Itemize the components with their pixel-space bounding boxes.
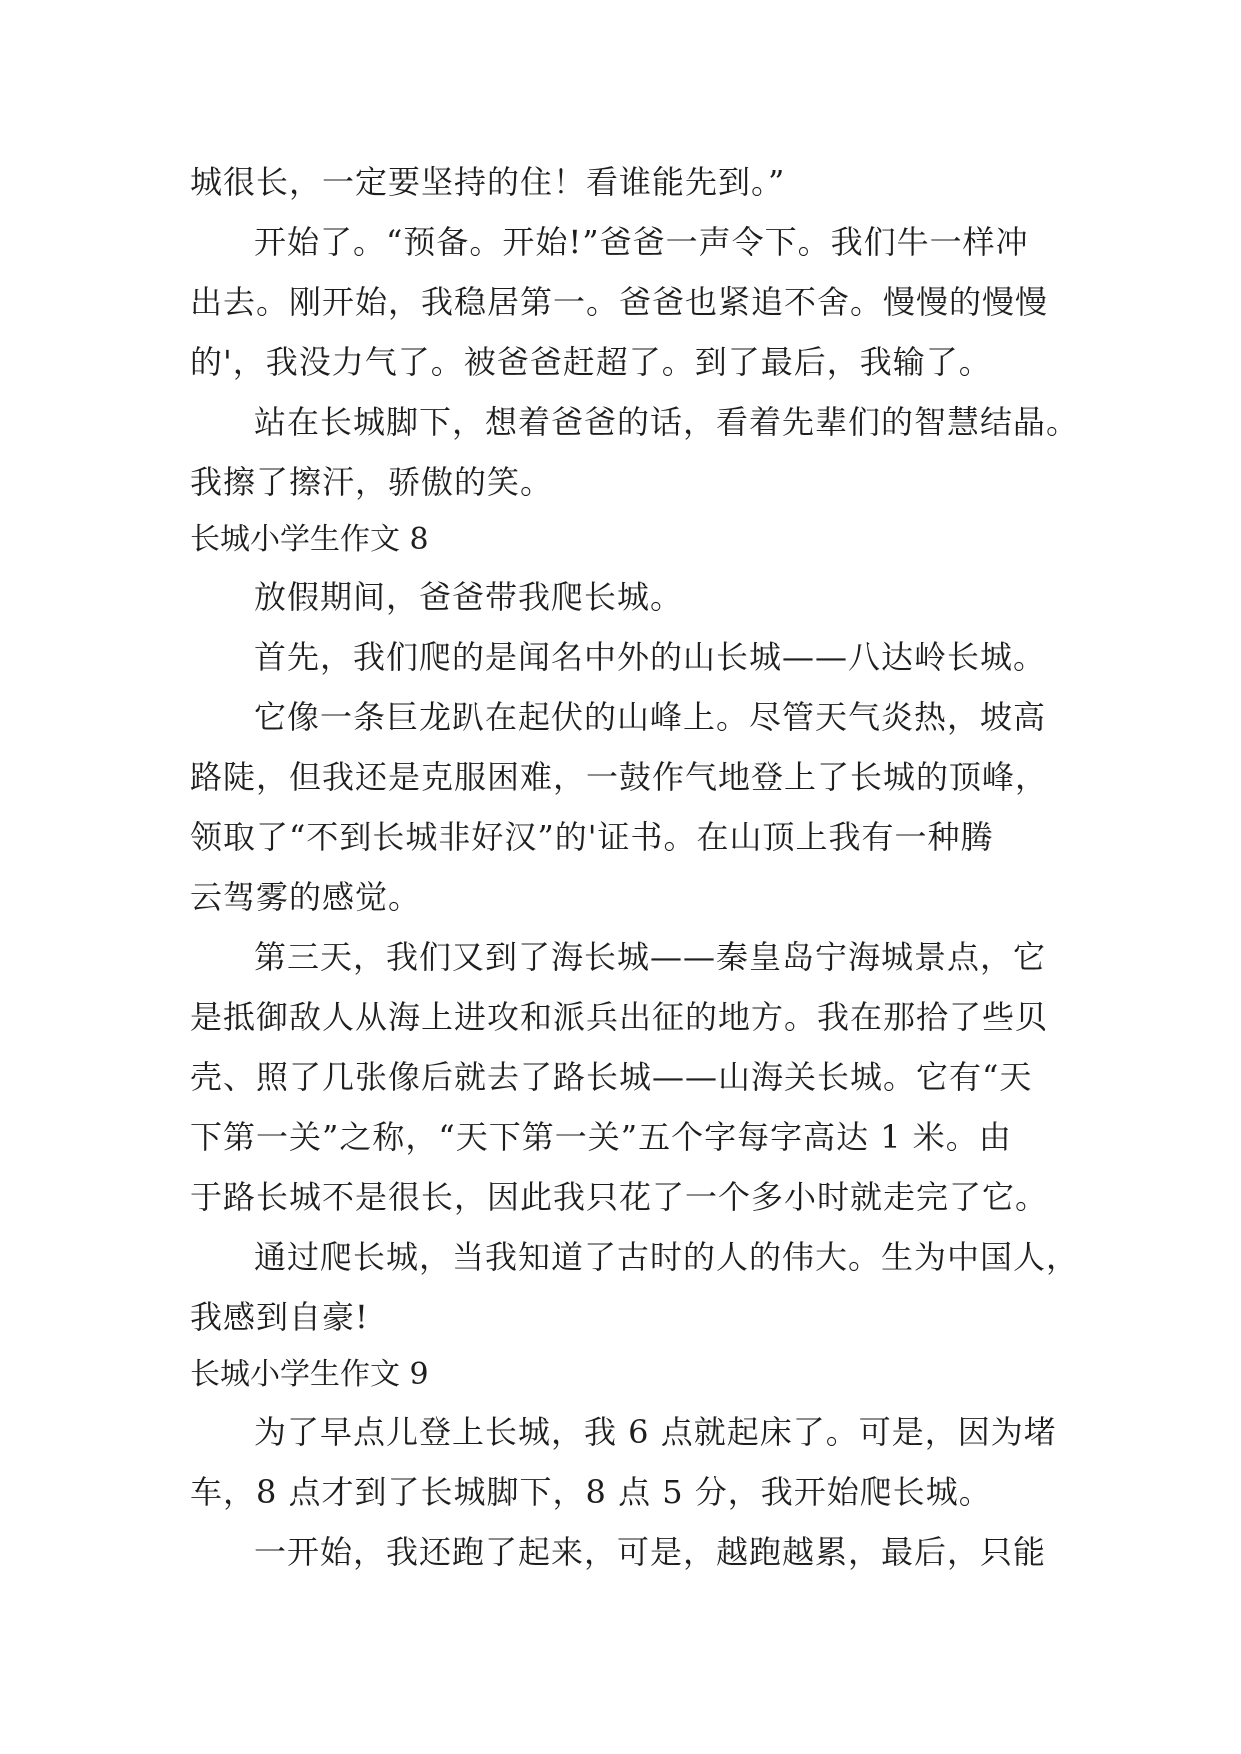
paragraph-line: 下第一关”之称，“天下第一关”五个字每字高达 1 米。由 xyxy=(190,1118,1012,1156)
paragraph-line: 城很长，一定要坚持的住！看谁能先到。” xyxy=(190,163,786,201)
document-body xyxy=(190,152,1080,1582)
paragraph-line: 于路长城不是很长，因此我只花了一个多小时就走完了它。 xyxy=(190,1178,1049,1216)
paragraph-line: 通过爬长城，当我知道了古时的人的伟大。生为中国人， xyxy=(254,1238,1080,1276)
paragraph-line: 的'，我没力气了。被爸爸赶超了。到了最后，我输了。 xyxy=(190,343,992,381)
paragraph-line: 我感到自豪! xyxy=(190,1298,369,1336)
paragraph-line: 路陡，但我还是克服困难，一鼓作气地登上了长城的顶峰， xyxy=(190,758,1049,796)
section-heading-9: 长城小学生作文 9 xyxy=(190,1357,429,1392)
paragraph-line: 是抵御敌人从海上进攻和派兵出征的地方。我在那拾了些贝 xyxy=(190,998,1049,1036)
paragraph-line: 首先，我们爬的是闻名中外的山长城——八达岭长城。 xyxy=(254,638,1047,676)
paragraph-line: 第三天，我们又到了海长城——秦皇岛宁海城景点，它 xyxy=(254,938,1047,976)
paragraph-line: 领取了“不到长城非好汉”的'证书。在山顶上我有一种腾 xyxy=(190,818,994,856)
section-heading-8: 长城小学生作文 8 xyxy=(190,522,429,557)
paragraph-line: 站在长城脚下，想着爸爸的话，看着先辈们的智慧结晶。 xyxy=(254,403,1080,441)
paragraph-line: 一开始，我还跑了起来，可是，越跑越累，最后，只能 xyxy=(254,1533,1047,1571)
paragraph-line: 开始了。“预备。开始!”爸爸一声令下。我们牛一样冲 xyxy=(254,223,1029,261)
paragraph-line: 出去。刚开始，我稳居第一。爸爸也紧追不舍。慢慢的慢慢 xyxy=(190,283,1049,321)
paragraph-line: 放假期间，爸爸带我爬长城。 xyxy=(254,578,684,616)
paragraph-line: 车，8 点才到了长城脚下，8 点 5 分，我开始爬长城。 xyxy=(190,1473,992,1511)
paragraph-line: 为了早点儿登上长城，我 6 点就起床了。可是，因为堵 xyxy=(254,1413,1057,1451)
paragraph-line: 云驾雾的感觉。 xyxy=(190,878,422,916)
paragraph-line: 它像一条巨龙趴在起伏的山峰上。尽管天气炎热，坡高 xyxy=(254,698,1047,736)
paragraph-line: 壳、照了几张像后就去了路长城——山海关长城。它有“天 xyxy=(190,1058,1033,1096)
paragraph-line: 我擦了擦汗，骄傲的笑。 xyxy=(190,463,554,501)
